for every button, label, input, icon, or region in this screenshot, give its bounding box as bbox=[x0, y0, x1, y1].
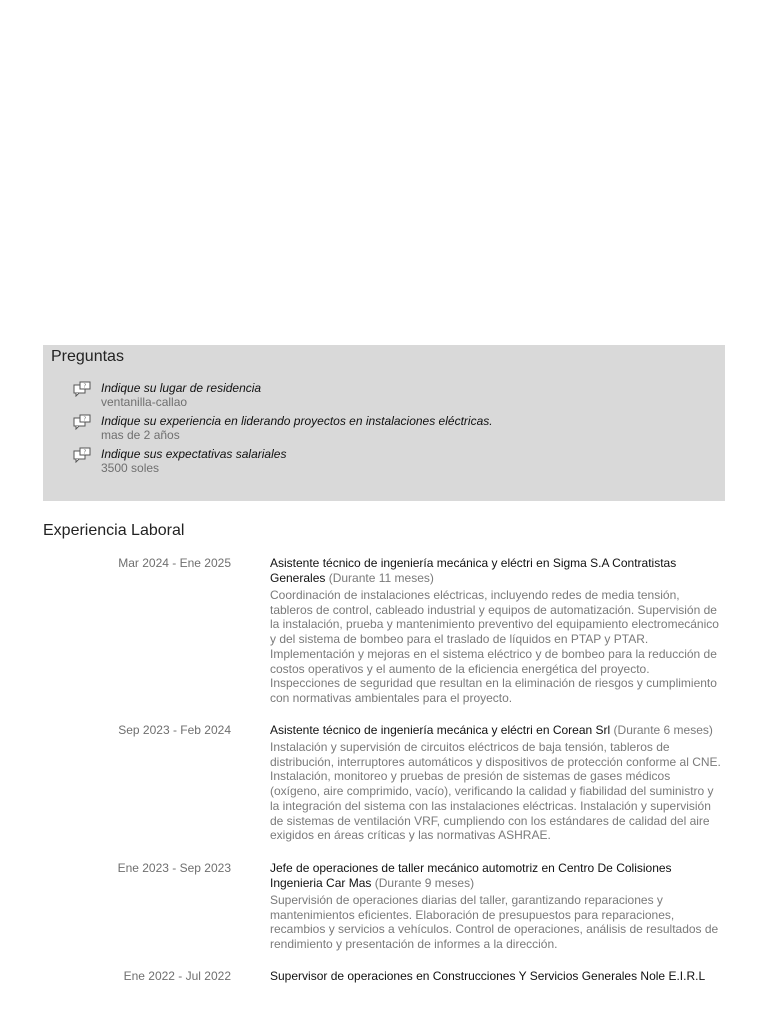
svg-text:?: ? bbox=[83, 416, 87, 423]
chat-bubbles-icon bbox=[73, 447, 91, 463]
job-title: Jefe de operaciones de taller mecánico automotriz en Centro De Colisiones Ingenieria Car Mas bbox=[270, 861, 672, 890]
job-dates: Ene 2022 - Jul 2022 bbox=[123, 969, 231, 983]
job-description: Coordinación de instalaciones eléctricas, incluyendo redes de media tensión, tableros de control, cableado industrial y equipos de automatización. Supervisión de la instalación, prueba y mantenimiento preventivo del equipamiento electromecánico y del sistema de bombeo para el traslado de líquidos en PTAP y PTAR. Implementación y mejoras en el sistema eléctrico y de bombeo para la reducción de costos operativos y el aumento de la eficiencia energética del proyecto. Inspecciones de seguridad que resultan en la eliminación de riesgos y cumplimiento con normativas ambientales para el proyecto. bbox=[270, 588, 719, 705]
answer-text: mas de 2 años bbox=[101, 428, 180, 442]
job-duration: (Durante 11 meses) bbox=[328, 571, 434, 585]
questions-heading: Preguntas bbox=[51, 348, 124, 365]
job-title-line bbox=[270, 556, 722, 586]
job-dates: Mar 2024 - Ene 2025 bbox=[118, 556, 231, 570]
job-title-line bbox=[270, 861, 722, 891]
job-duration: (Durante 6 meses) bbox=[613, 723, 713, 737]
job-title-line bbox=[270, 969, 722, 984]
svg-text:?: ? bbox=[83, 383, 87, 390]
job-description: Instalación y supervisión de circuitos eléctricos de baja tensión, tableros de distribución, interruptores automáticos y dispositivos de protección conforme al CNE. Instalación, monitoreo y pruebas de presión de sistemas de gases médicos (oxígeno, aire comprimido, vacío), verificando la calidad y fiabilidad del suministro y la integración del sistema con las instalaciones eléctricas. Instalación y supervisión de sistemas de ventilación VRF, cumpliendo con los estándares de calidad del aire exigidos en áreas críticas y las normativas ASHRAE. bbox=[270, 740, 721, 843]
job-title: Asistente técnico de ingeniería mecánica y eléctri en Corean Srl bbox=[270, 723, 611, 737]
job-title: Supervisor de operaciones en Construcciones Y Servicios Generales Nole E.I.R.L bbox=[270, 969, 706, 983]
answer-text: ventanilla-callao bbox=[101, 395, 188, 409]
answer-text: 3500 soles bbox=[101, 461, 160, 475]
svg-text:?: ? bbox=[83, 449, 87, 456]
job-dates: Sep 2023 - Feb 2024 bbox=[118, 723, 231, 737]
job-duration: (Durante 9 meses) bbox=[374, 876, 475, 890]
question-text: Indique su experiencia en liderando proyectos en instalaciones eléctricas. bbox=[101, 414, 493, 428]
question-text: Indique su lugar de residencia bbox=[101, 381, 262, 395]
chat-bubbles-icon bbox=[73, 414, 91, 430]
job-title-line bbox=[270, 723, 722, 738]
job-dates: Ene 2023 - Sep 2023 bbox=[117, 861, 231, 875]
job-title: Asistente técnico de ingeniería mecánica y eléctri en Sigma S.A Contratistas Generales bbox=[270, 556, 677, 585]
job-description: Supervisión de operaciones diarias del taller, garantizando reparaciones y mantenimientos eficientes. Elaboración de presupuestos para reparaciones, recambios y servicios a vehículos. Control de operaciones, análisis de resultados de rendimiento y presentación de informes a la dirección. bbox=[270, 893, 719, 952]
experience-heading: Experiencia Laboral bbox=[43, 522, 185, 539]
questions-panel bbox=[43, 345, 725, 501]
question-text: Indique sus expectativas salariales bbox=[101, 447, 287, 461]
chat-bubbles-icon bbox=[73, 381, 91, 397]
